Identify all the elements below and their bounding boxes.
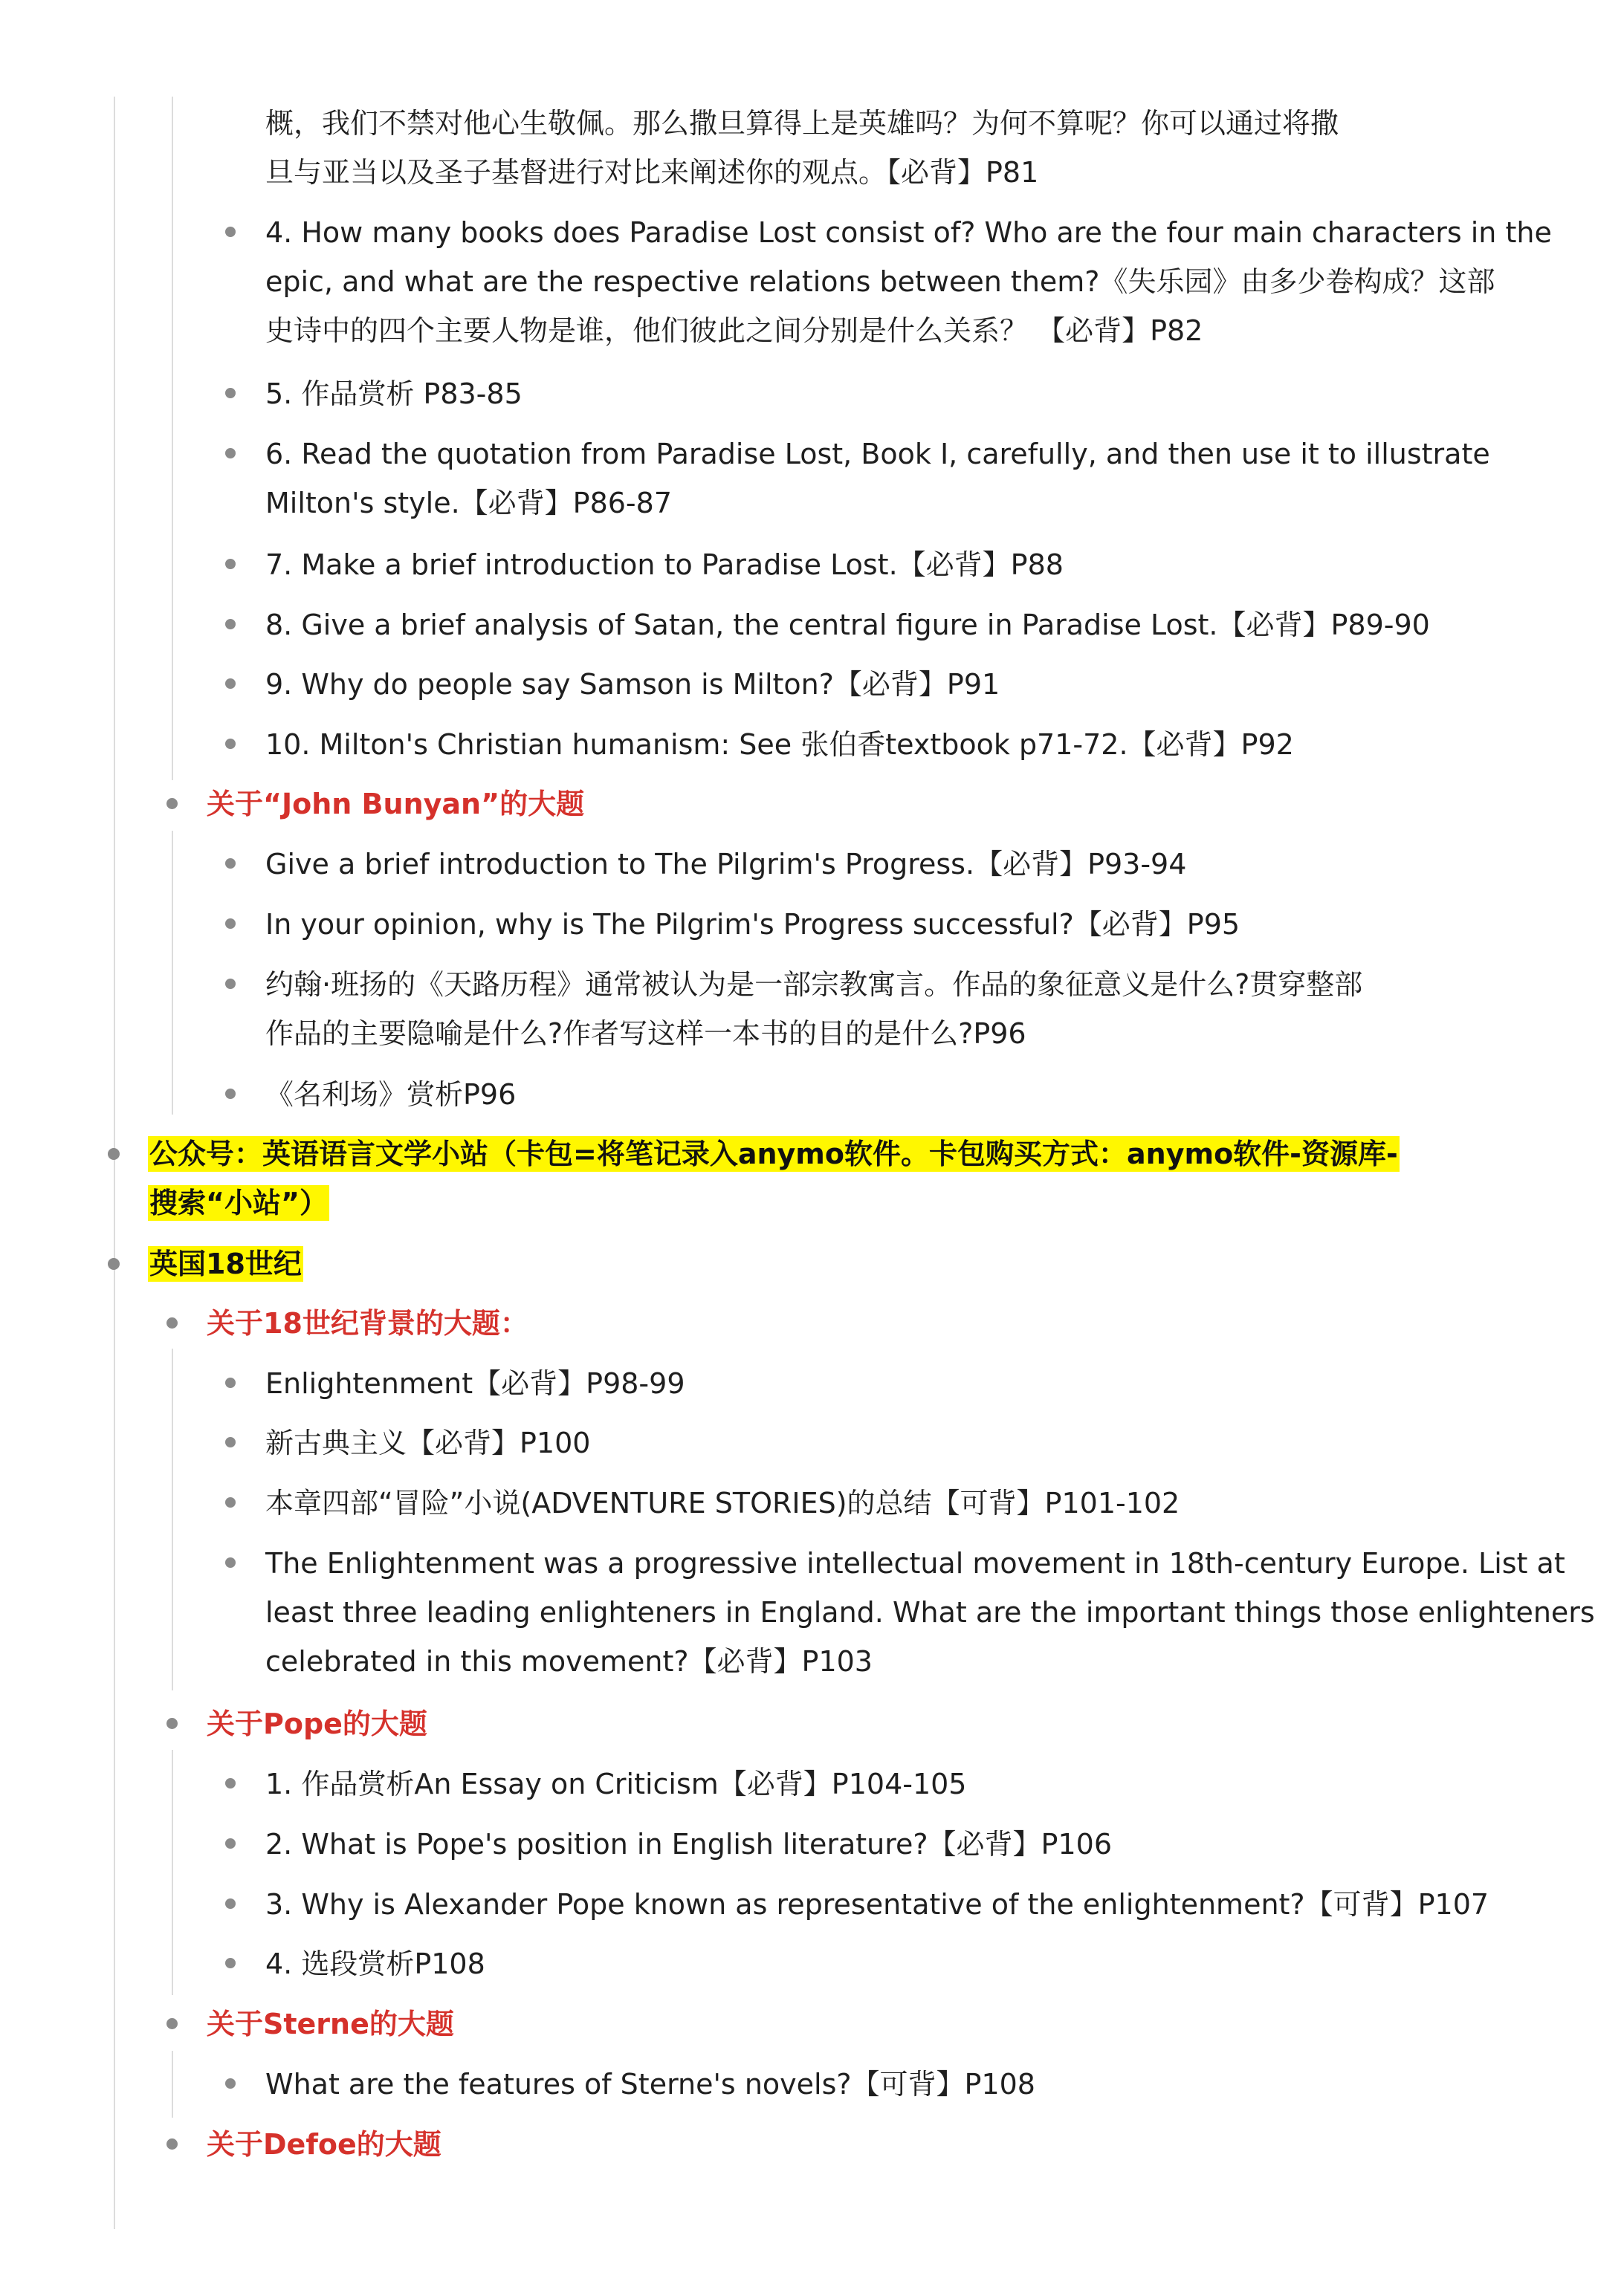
bullet-dot [166,1718,178,1729]
outline-guide-level2-bg [172,1349,173,1690]
c18-background-item-1: Enlightenment【必背】P98-99 [265,1367,685,1400]
bullet-dot [225,1778,236,1789]
bullet-dot [225,1958,236,1968]
highlighted-text: 英国18世纪 [149,1248,302,1280]
text-line: least three leading enlighteners in England. What are the important things those enlighteners [265,1596,1595,1629]
sterne-item-1: What are the features of Sterne's novels?【可背】P108 [265,2068,1035,2101]
text-line: celebrated in this movement?【必背】P103 [265,1645,873,1678]
bullet-dot [225,1557,236,1568]
defoe-heading: 关于Defoe的大题 [207,2128,441,2161]
text-line: 旦与亚当以及圣子基督进行对比来阐述你的观点。【必背】P81 [265,156,1039,189]
outline-guide-level2-pope [172,1750,173,1995]
c18-background-item-2: 新古典主义【必背】P100 [265,1427,591,1459]
bullet-dot [166,2018,178,2029]
milton-question-8: 8. Give a brief analysis of Satan, the central figure in Paradise Lost.【必背】P89-90 [265,609,1430,641]
milton-question-4 [265,208,1552,355]
bullet-dot [225,678,236,689]
bullet-dot [225,918,236,929]
bullet-dot [225,1378,236,1388]
text-line: The Enlightenment was a progressive intellectual movement in 18th-century Europe. List at [265,1547,1565,1580]
outline-guide-level1-c18 [114,1289,115,2229]
bullet-dot [108,1258,120,1270]
bullet-dot [225,2078,236,2089]
bullet-dot [225,388,236,398]
bunyan-item-2: In your opinion, why is The Pilgrim's Progress successful?【必背】P95 [265,908,1240,941]
c18-title [148,1239,303,1288]
bullet-dot [225,1089,236,1099]
bunyan-item-1: Give a brief introduction to The Pilgrim's Progress.【必背】P93-94 [265,848,1187,881]
c18-background-item-3: 本章四部“冒险”小说(ADVENTURE STORIES)的总结【可背】P101-102 [265,1487,1180,1520]
text-line: 4. How many books does Paradise Lost consist of? Who are the four main characters in the [265,216,1552,249]
text-line: 作品的主要隐喻是什么?作者写这样一本书的目的是什么?P96 [265,1017,1026,1050]
pope-item-3: 3. Why is Alexander Pope known as representative of the enlightenment?【可背】P107 [265,1888,1489,1921]
text-line: Milton's style.【必背】P86-87 [265,487,672,519]
text-line: 史诗中的四个主要人物是谁，他们彼此之间分别是什么关系？ 【必背】P82 [265,314,1203,347]
wechat-account-note [148,1129,1400,1228]
bullet-dot [166,1317,178,1329]
bullet-dot [108,1148,120,1160]
bunyan-item-3 [265,960,1362,1058]
c18-background-item-4 [265,1539,1595,1686]
bullet-dot [225,979,236,989]
pope-heading: 关于Pope的大题 [207,1708,427,1740]
bullet-dot [166,2138,178,2150]
highlighted-text: 搜索“小站”） [149,1187,328,1219]
bullet-dot [225,619,236,629]
text-line: 约翰·班扬的《天路历程》通常被认为是一部宗教寓言。作品的象征意义是什么?贯穿整部 [265,968,1363,1001]
outline-guide-level2-bunyan [172,831,173,1115]
milton-question-5: 5. 作品赏析 P83-85 [265,377,523,410]
bullet-dot [225,559,236,569]
pope-item-4: 4. 选段赏析P108 [265,1948,485,1980]
c18-background-heading: 关于18世纪背景的大题： [207,1307,528,1340]
milton-question-9: 9. Why do people say Samson is Milton?【必背】P91 [265,668,1000,701]
text-line: epic, and what are the respective relations between them?《失乐园》由多少卷构成？这部 [265,265,1495,298]
milton-question-3-continued [265,99,1339,197]
bullet-dot [225,739,236,749]
text-line: 6. Read the quotation from Paradise Lost, Book I, carefully, and then use it to illustrate [265,438,1490,470]
bullet-dot [166,798,178,809]
bullet-dot [225,448,236,458]
pope-item-2: 2. What is Pope's position in English literature?【必背】P106 [265,1828,1112,1861]
pope-item-1: 1. 作品赏析An Essay on Criticism【必背】P104-105 [265,1768,967,1800]
bullet-dot [225,858,236,869]
sterne-heading: 关于Sterne的大题 [207,2008,454,2040]
bullet-dot [225,1838,236,1849]
bullet-dot [225,1437,236,1447]
milton-question-10: 10. Milton's Christian humanism: See 张伯香textbook p71-72.【必背】P92 [265,728,1294,761]
bullet-dot [225,227,236,237]
text-line: 概，我们不禁对他心生敬佩。那么撒旦算得上是英雄吗？为何不算呢？你可以通过将撒 [265,107,1339,140]
bullet-dot [225,1497,236,1508]
milton-question-6 [265,429,1490,528]
outline-guide-level2-milton [172,97,173,780]
bullet-dot [225,1898,236,1909]
outline-guide-level2-sterne [172,2051,173,2118]
bunyan-item-4: 《名利场》赏析P96 [265,1078,517,1111]
milton-question-7: 7. Make a brief introduction to Paradise Lost.【必背】P88 [265,548,1064,581]
highlighted-text: 公众号：英语语言文学小站（卡包=将笔记录入anymo软件。卡包购买方式：anymo软件-资源库- [149,1138,1398,1170]
bunyan-heading: 关于“John Bunyan”的大题 [207,788,585,820]
